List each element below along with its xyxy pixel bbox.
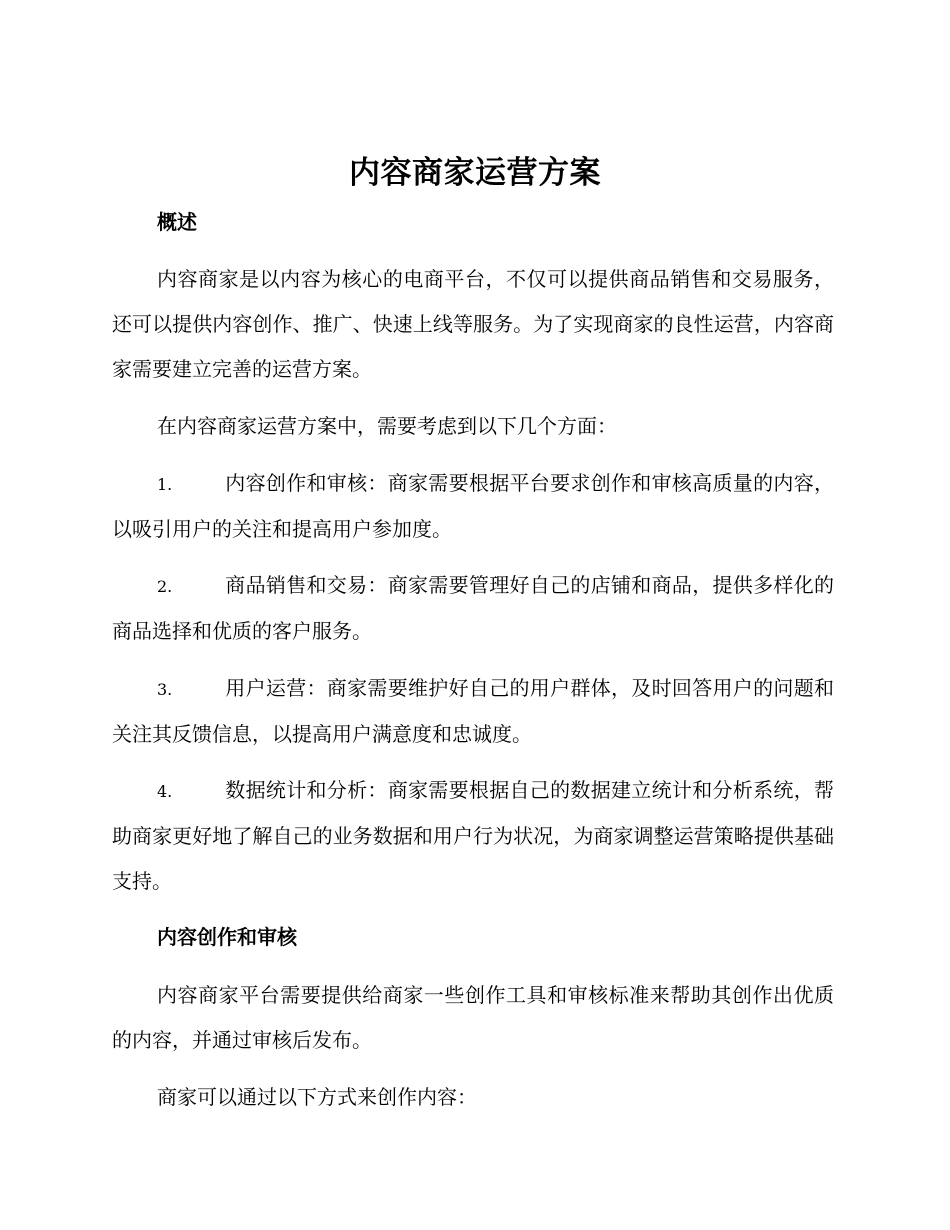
paragraph-creation-tools: 内容商家平台需要提供给商家一些创作工具和审核标准来帮助其创作出优质的内容，并通过审核后发布。 [112,983,834,1052]
paragraph-aspects-lead: 在内容商家运营方案中，需要考虑到以下几个方面： [157,414,617,438]
list-item-text: 数据统计和分析：商家需要根据自己的数据建立统计和分析系统，帮助商家更好地了解自己的业务数据和用户行为状况，为商家调整运营策略提供基础支持。 [112,778,834,893]
section-heading-overview: 概述 [157,210,197,234]
list-item-text: 内容创作和审核：商家需要根据平台要求创作和审核高质量的内容，以吸引用户的关注和提高用户参加度。 [112,471,834,541]
list-item-number: 3. [157,680,173,699]
list-item [112,461,834,552]
list-item-number: 2. [157,577,173,596]
paragraph-intro: 内容商家是以内容为核心的电商平台，不仅可以提供商品销售和交易服务，还可以提供内容创作、推广、快速上线等服务。为了实现商家的良性运营，内容商家需要建立完善的运营方案。 [112,267,834,381]
list-item [112,666,834,757]
list-item-text: 商品销售和交易：商家需要管理好自己的店铺和商品，提供多样化的商品选择和优质的客户服务。 [112,573,834,643]
list-item [112,563,834,654]
list-item [112,768,834,904]
list-item-number: 1. [157,475,173,494]
section-heading-content-creation: 内容创作和审核 [157,925,297,949]
document-title: 内容商家运营方案 [349,155,601,191]
paragraph-creation-methods-lead: 商家可以通过以下方式来创作内容： [157,1085,477,1109]
list-item-text: 用户运营：商家需要维护好自己的用户群体，及时回答用户的问题和关注其反馈信息，以提高用户满意度和忠诚度。 [112,676,834,746]
list-item-number: 4. [157,782,173,801]
